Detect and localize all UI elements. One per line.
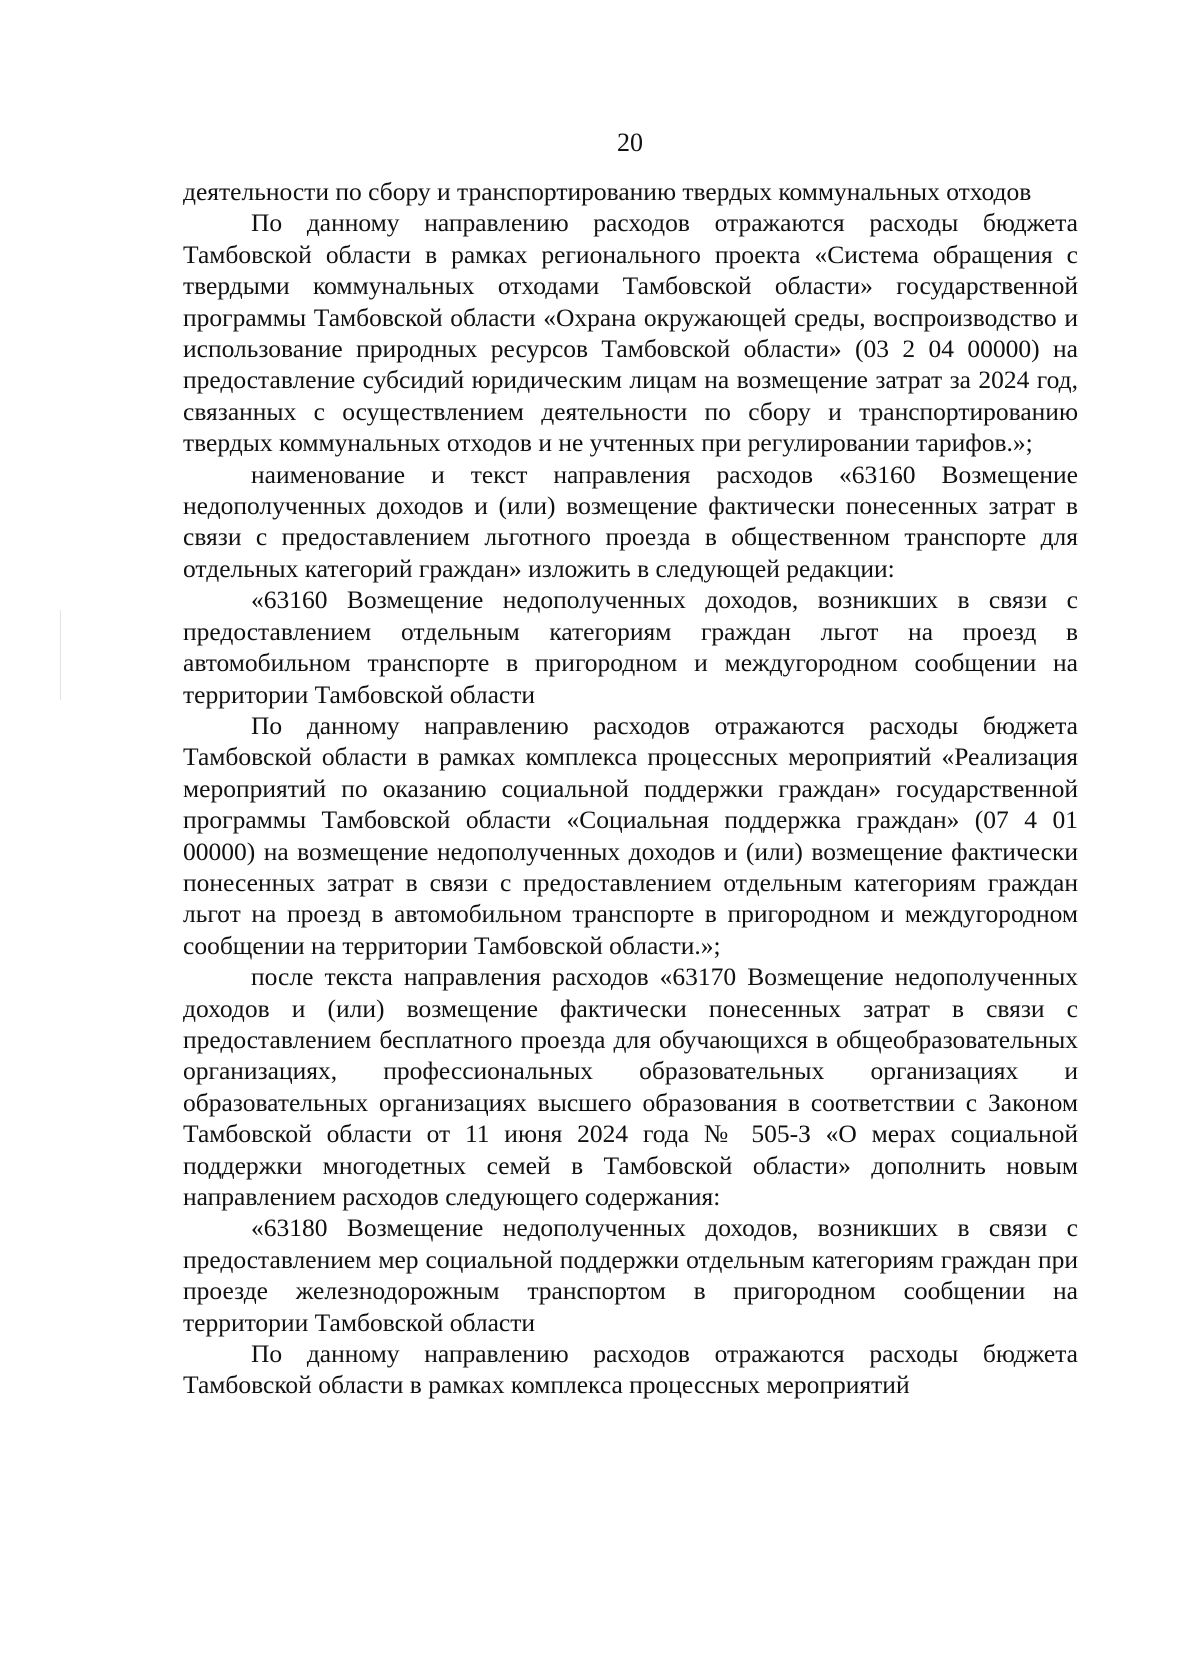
paragraph: По данному направлению расходов отражаются расходы бюджета Тамбовской области в рамках регионального проекта «Система обращения с твердыми коммунальных отходами Тамбовской области» государственной программы Тамбовской области «Охрана окружающей среды, воспроизводство и использование природных ресурсов Тамбовской области» (03 2 04 00000) на предоставление субсидий юридическим лицам на возмещение затрат за 2024 год, связанных с осуществлением деятельности по сбору и транспортированию твердых коммунальных отходов и не учтенных при регулировании тарифов.»; [183, 208, 1078, 458]
scan-edge-mark [60, 610, 61, 700]
paragraph: после текста направления расходов «63170 Возмещение недополученных доходов и (или) возмещение фактически понесенных затрат в связи с предоставлением бесплатного проезда для обучающихся в общеобразовательных организациях, профессиональных образовательных организациях и образовательных организациях высшего образования в соответствии с Законом Тамбовской области от 11 июня 2024 года № 505-З «О мерах социальной поддержки многодетных семей в Тамбовской области» дополнить новым направлением расходов следующего содержания: [183, 962, 1078, 1211]
paragraph: наименование и текст направления расходов «63160 Возмещение недополученных доходов и (или) возмещение фактически понесенных затрат в связи с предоставлением льготного проезда в общественном транспорте для отдельных категорий граждан» изложить в следующей редакции: [183, 459, 1078, 583]
paragraph: По данному направлению расходов отражаются расходы бюджета Тамбовской области в рамках комплекса процессных мероприятий [183, 1339, 1078, 1400]
document-body [183, 176, 1078, 1401]
paragraph: «63160 Возмещение недополученных доходов, возникших в связи с предоставлением отдельным категориям граждан льгот на проезд в автомобильном транспорте в пригородном и междугородном сообщении на территории Тамбовской области [183, 585, 1078, 709]
paragraph: «63180 Возмещение недополученных доходов, возникших в связи с предоставлением мер социальной поддержки отдельным категориям граждан при проезде железнодорожным транспортом в пригородном сообщении на территории Тамбовской области [183, 1213, 1078, 1337]
paragraph-continuation: деятельности по сбору и транспортированию твердых коммунальных отходов [183, 177, 1032, 206]
page-number: 20 [617, 128, 643, 157]
paragraph: По данному направлению расходов отражаются расходы бюджета Тамбовской области в рамках комплекса процессных мероприятий «Реализация мероприятий по оказанию социальной поддержки граждан» государственной программы Тамбовской области «Социальная поддержка граждан» (07 4 01 00000) на возмещение недополученных доходов и (или) возмещение фактически понесенных затрат в связи с предоставлением отдельным категориям граждан льгот на проезд в автомобильном транспорте в пригородном и междугородном сообщении на территории Тамбовской области.»; [183, 710, 1078, 960]
